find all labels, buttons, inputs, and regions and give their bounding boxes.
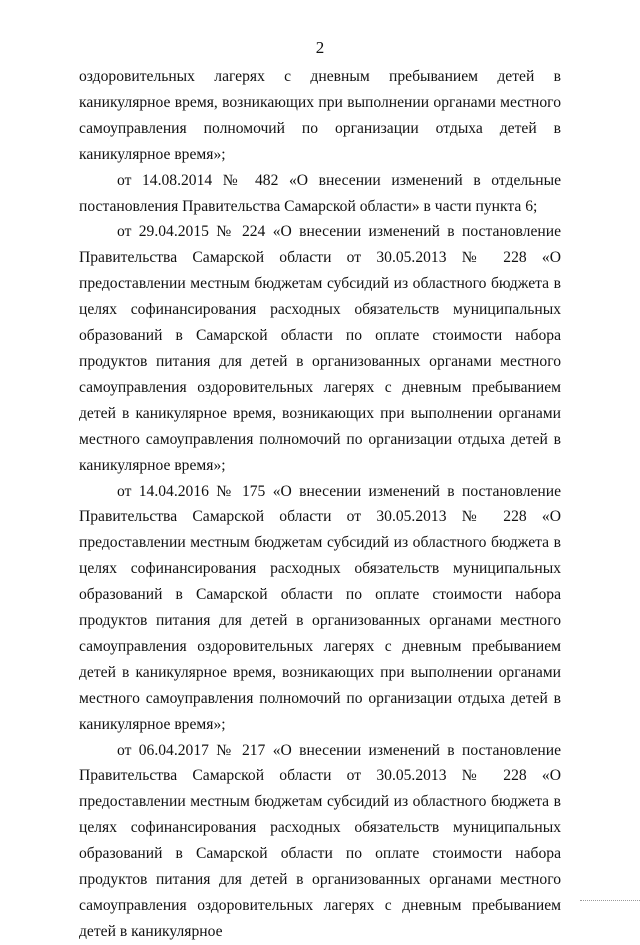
paragraph-continuation: оздоровительных лагерях с дневным пребыванием детей в каникулярное время, возникающих при выполнении органами местного самоуправления полномочий по организации отдыха детей в каникулярное время»; <box>79 68 561 163</box>
document-body <box>79 64 561 945</box>
paragraph-amendment-2015: от 29.04.2015 № 224 «О внесении изменений в постановление Правительства Самарской области от 30.05.2013 № 228 «О предоставлении местным бюджетам субсидий из областного бюджета в целях софинансирования расходных обязательств муниципальных образований в Самарской области по оплате стоимости набора продуктов питания для детей в организованных органами местного самоуправления оздоровительных лагерях с дневным пребыванием детей в каникулярное время, возникающих при выполнении органами местного самоуправления полномочий по организации отдыха детей в каникулярное время»; <box>79 223 561 474</box>
paragraph-amendment-2016: от 14.04.2016 № 175 «О внесении изменений в постановление Правительства Самарской области от 30.05.2013 № 228 «О предоставлении местным бюджетам субсидий из областного бюджета в целях софинансирования расходных обязательств муниципальных образований в Самарской области по оплате стоимости набора продуктов питания для детей в организованных органами местного самоуправления оздоровительных лагерях с дневным пребыванием детей в каникулярное время, возникающих при выполнении органами местного самоуправления полномочий по организации отдыха детей в каникулярное время»; <box>79 482 561 733</box>
paragraph-amendment-2014: от 14.08.2014 № 482 «О внесении изменений в отдельные постановления Правительства Самарской области» в части пункта 6; <box>79 171 561 215</box>
paragraph-amendment-2017: от 06.04.2017 № 217 «О внесении изменений в постановление Правительства Самарской области от 30.05.2013 № 228 «О предоставлении местным бюджетам субсидий из областного бюджета в целях софинансирования расходных обязательств муниципальных образований в Самарской области по оплате стоимости набора продуктов питания для детей в организованных органами местного самоуправления оздоровительных лагерях с дневным пребыванием детей в каникулярное <box>79 741 561 940</box>
page-number: 2 <box>315 38 325 57</box>
scan-edge-mark <box>580 900 640 905</box>
